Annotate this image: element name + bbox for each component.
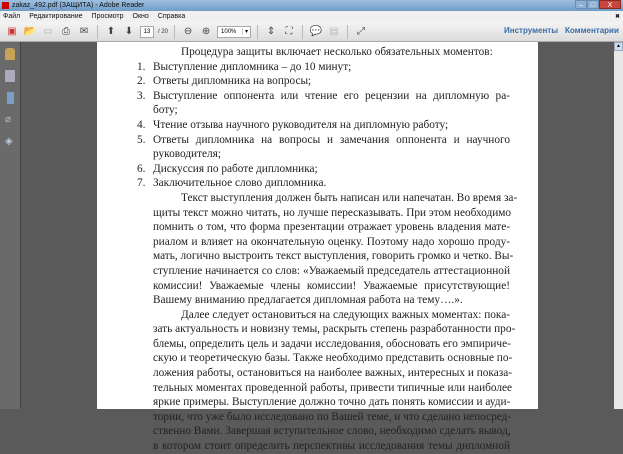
list-number: 7. [137,177,146,190]
paragraph-line: помнить о том, что форма презентации отражает уровень владения мате- [153,221,510,234]
chevron-down-icon: ▾ [242,28,250,35]
create-pdf-icon[interactable]: ▣ [7,26,17,37]
intro-text: Процедура защиты включает несколько обязательных моментов: [181,46,493,58]
divider [97,25,98,39]
page-total: / 20 [158,28,169,35]
bookmark-icon[interactable] [7,92,14,104]
paragraph-line: яркие примеры. Выступление должно точно дать понять комиссии и ауди- [153,396,511,409]
window-title: zakaz_492.pdf (ЗАЩИТА) - Adobe Reader [12,2,145,9]
list-text: руководителя; [153,148,222,161]
close-document-icon[interactable]: ✖ [614,14,620,20]
previous-page-icon[interactable]: ⬆ [106,26,116,37]
layers-icon[interactable]: ◈ [5,136,13,147]
email-icon[interactable]: ✉ [79,26,89,37]
list-item [137,60,510,75]
list-item [153,147,510,162]
list-text: Выступление дипломника – до 10 минут; [153,60,352,73]
zoom-select[interactable] [217,26,251,38]
paragraph-line: комиссии! Уважаемые члены комиссии! Уважаемые присутствующие! [153,279,510,292]
zoom-value: 100% [221,28,237,35]
comment-icon[interactable]: 💬 [309,26,323,37]
print-icon[interactable]: ⎙ [62,26,70,37]
maximize-button[interactable]: □ [587,0,599,9]
paragraph-line: тории, что уже было исследовано по Вашей теме, и что сделано непосред- [153,410,512,423]
divider [174,25,175,39]
list-number [137,103,153,118]
open-icon[interactable]: 📂 [23,26,37,37]
menu-view[interactable]: Просмотр [91,13,124,20]
paragraph-line: мать, логично выстроить текст выступления, говорить громко и четко. Вы- [153,250,514,263]
list-text: Заключительное слово дипломника. [153,177,327,190]
list-number [137,147,153,162]
close-button[interactable]: X [599,0,621,9]
list-item [137,162,510,177]
navigation-panel [0,42,21,409]
paragraph-line: зать актуальность и новизну темы, раскрыть степень разработанности про- [153,323,516,336]
list-item [137,176,510,191]
comments-button[interactable]: Комментарии [565,26,619,35]
list-text: Выступление оппонента или чтение его рецензии на дипломную ра- [153,89,510,102]
list-number: 1. [137,60,146,73]
list-text: боту; [153,104,178,117]
divider [302,25,303,39]
tools-button[interactable]: Инструменты [504,26,559,35]
list-item [137,118,510,133]
list-item [137,133,510,148]
highlight-icon[interactable]: ▤ [329,26,339,37]
menu-edit[interactable]: Редактирование [29,13,83,20]
zoom-out-icon[interactable]: ⊖ [183,26,193,37]
vertical-scrollbar[interactable] [614,42,623,409]
paragraph-line: риалом и влияет на окончательную оценку. Поэтому надо хорошо проду- [153,235,510,248]
minimize-button[interactable]: – [575,0,587,9]
list-number: 3. [137,89,146,102]
list-number: 2. [137,75,146,88]
paragraph-line: Далее следует остановиться на следующих важных моментах: пока- [181,308,510,321]
paragraph-line: ственно Вами. Завершая вступительное слово, необходимо сделать вывод, [153,425,511,438]
list-item [137,89,510,104]
title-bar [0,0,623,11]
list-item [153,103,510,118]
fit-width-icon[interactable]: ⛶ [285,26,293,37]
paragraph-line: тельных моментах проведенной работы, привести типичные или наиболее [153,381,513,394]
list-text: Чтение отзыва научного руководителя на дипломную работу; [153,118,449,131]
next-page-icon[interactable]: ⬇ [124,26,134,37]
lock-icon[interactable] [5,48,15,60]
menu-bar [0,11,623,22]
list-text: Ответы дипломника на вопросы; [153,75,312,88]
paragraph-line: блемы, определить цель и задачи исследования, обосновать его эмпириче- [153,337,511,350]
scroll-up-icon[interactable]: ▲ [614,42,623,51]
fit-page-icon[interactable]: ⇕ [266,26,276,37]
menu-window[interactable]: Окно [132,13,149,20]
divider [257,25,258,39]
paragraph-line: ложения работы, остановиться на наиболее важных, интересных и показа- [153,367,513,380]
paragraph-line: скую и теоретическую базы. Также необходимо представить основные по- [153,352,513,365]
list-number: 4. [137,118,146,131]
paragraph-line: Текст выступления должен быть написан или напечатан. Во время за- [181,191,518,204]
document-page [97,42,538,453]
list-text: Ответы дипломника на вопросы и замечания оппонента и научного [153,133,510,146]
paragraph-line: Вашему вниманию предлагается дипломная работа на тему….». [153,294,463,307]
expand-icon[interactable]: ⤢ [357,26,366,37]
pages-icon[interactable] [5,70,15,82]
list-item [137,74,510,89]
list-text: Дискуссия по работе дипломника; [153,162,318,175]
page-number-input[interactable]: 13 [140,26,154,38]
zoom-in-icon[interactable]: ⊕ [201,26,211,37]
adobe-reader-icon [2,2,9,9]
list-number: 6. [137,162,146,175]
attachment-icon[interactable]: ⌀ [5,114,12,125]
save-icon[interactable]: ▭ [43,26,53,37]
paragraph-line: в котором стоит определить перспективы исследования темы дипломной [153,440,510,453]
list-number: 5. [137,133,146,146]
menu-file[interactable]: Файл [3,13,21,20]
paragraph-line: ступление начинается со слов: «Уважаемый председатель аттестационной [153,264,510,277]
menu-help[interactable]: Справка [157,13,186,20]
divider [347,25,348,39]
paragraph-line: щиты текст можно читать, но лучше пересказывать. При этом необходимо [153,206,512,219]
